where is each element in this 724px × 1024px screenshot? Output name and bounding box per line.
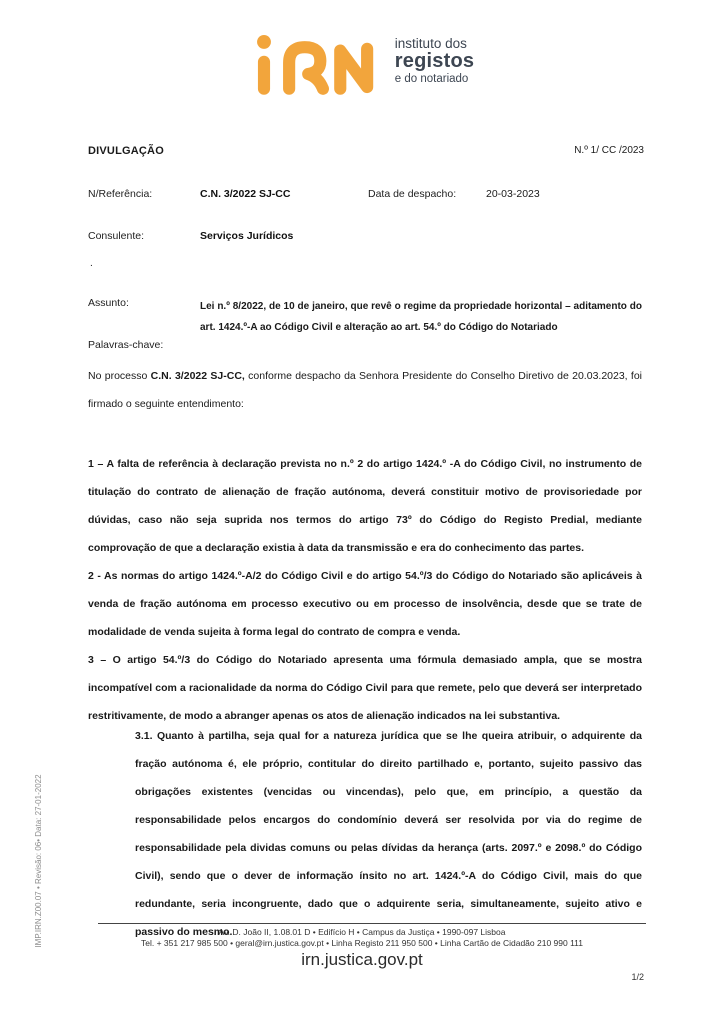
- irn-logo-mark: [250, 22, 382, 100]
- stray-period: .: [90, 258, 93, 269]
- intro-pre: No processo: [88, 370, 151, 382]
- reference-value: C.N. 3/2022 SJ-CC: [200, 188, 291, 200]
- footer-website: irn.justica.gov.pt: [301, 950, 423, 969]
- form-revision-stamp: IMP.IRN.Z00.07 • Revisão: 06• Data: 27-01-2022: [34, 774, 43, 948]
- consulente-value: Serviços Jurídicos: [200, 230, 294, 242]
- consulente-label: Consulente:: [88, 230, 145, 242]
- assunto-value: Lei n.º 8/2022, de 10 de janeiro, que revê o regime da propriedade horizontal – aditamento do art. 1424.º-A ao Código Civil e alteração ao art. 54.º do Código do Notariado: [200, 301, 642, 333]
- logo-line-3: e do notariado: [394, 72, 469, 85]
- page-number: 1/2: [631, 972, 644, 982]
- intro-paragraph: [88, 362, 642, 418]
- footer-address: Av. D. João II, 1.08.01 D • Edifício H • Campus da Justiça • 1990-097 Lisboa: [218, 927, 506, 937]
- intro-process-ref: C.N. 3/2022 SJ-CC,: [150, 370, 245, 382]
- footer-contacts: Tel. + 351 217 985 500 • geral@irn.justica.gov.pt • Linha Registo 211 950 500 • Linha Cartão de Cidadão 210 990 111: [141, 938, 583, 948]
- logo-i-dot: [257, 35, 271, 49]
- footer-divider: [98, 923, 646, 924]
- keywords-label: Palavras-chave:: [88, 339, 164, 351]
- logo-line-2: registos: [394, 50, 475, 73]
- logo-line-1: instituto dos: [394, 35, 467, 51]
- paragraph-1: 1 – A falta de referência à declaração prevista no n.º 2 do artigo 1424.º -A do Código Civil, no instrumento de titulação do contrato de alienação de fração autónoma, deverá constituir motivo de provisoriedade por dúvidas, caso não seja suprida nos termos do artigo 73º do Código do Registo Predial, mediante comprovação de que a declaração existia à data da transmissão e era do conhecimento das partes.: [88, 458, 642, 554]
- intro-post: conforme despacho da Senhora Presidente do Conselho Diretivo de 20.03.2023, foi firmado o seguinte entendimento:: [88, 370, 643, 410]
- dispatch-date-value: 20-03-2023: [486, 188, 540, 200]
- document-number: N.º 1/ CC /2023: [574, 145, 644, 156]
- reference-label: N/Referência:: [88, 188, 153, 200]
- irn-logo: [0, 22, 724, 100]
- dispatch-date-label: Data de despacho:: [368, 188, 457, 200]
- assunto-label: Assunto:: [88, 297, 129, 309]
- paragraph-3-1: 3.1. Quanto à partilha, seja qual for a natureza jurídica que se lhe queira atribuir, o adquirente da fração autónoma é, ele próprio, contitular do direito partilhado e, portanto, sujeito passivo das obrigações existentes (vencidas ou vincendas), pelo que, em princípio, a questão da responsabilidade pelos encargos do condomínio deverá ser resolvida por via do regime de responsabilidade pela dividas comuns ou pelas dívidas da herança (arts. 2097.º e 2098.º do Código Civil), sendo que o dever de informação ínsito no art. 1424.º-A do Código Civil, mais do que redundante, seria incongruente, dado que o adquirente seria, simultaneamente, sujeito ativo e passivo do mesmo.: [135, 730, 642, 938]
- paragraph-3: 3 – O artigo 54.º/3 do Código do Notariado apresenta uma fórmula demasiado ampla, que se mostra incompatível com a racionalidade da norma do Código Civil para que remete, pelo que deverá ser interpretado restritivamente, de modo a abranger apenas os atos de alienação indicados na lei substantiva.: [88, 654, 642, 722]
- document-type-title: DIVULGAÇÃO: [88, 145, 164, 157]
- paragraph-2: 2 - As normas do artigo 1424.º-A/2 do Código Civil e do artigo 54.º/3 do Código do Notariado são aplicáveis à venda de fração autónoma em processo executivo ou em processo de insolvência, desde que se trate de modalidade de venda sujeita à forma legal do contrato de compra e venda.: [88, 570, 642, 638]
- irn-logo-wordmark: [395, 37, 474, 86]
